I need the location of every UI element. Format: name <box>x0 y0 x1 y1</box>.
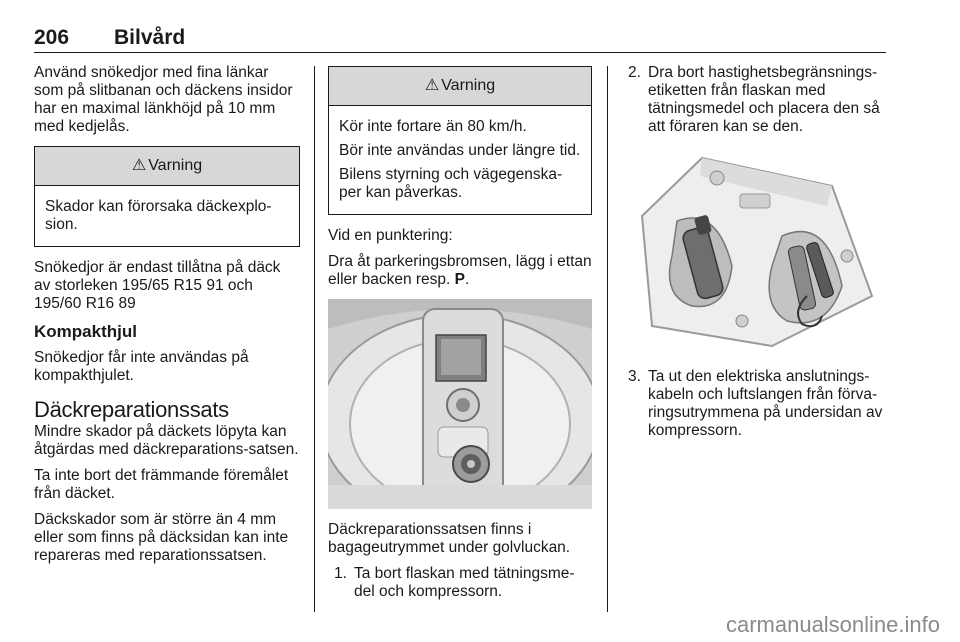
warning-line: Bilens styrning och vägegenska-per kan påverkas. <box>339 166 563 201</box>
section-title: Bilvård <box>114 26 186 49</box>
step-text: Dra bort hastighetsbegränsnings-etiketten från flaskan med tätningsmedel och placera den så att föraren kan se den. <box>648 64 880 135</box>
list-item <box>328 565 592 601</box>
warning-header <box>329 67 591 106</box>
step-text: Ta bort flaskan med tätningsme-del och kompressorn. <box>354 565 575 600</box>
warning-body <box>329 106 591 214</box>
compressor-kit-illustration <box>622 146 886 356</box>
page-header <box>34 26 886 53</box>
watermark: carmanualsonline.info <box>725 612 940 637</box>
column-right <box>622 64 888 446</box>
subheading-compact-wheel: Kompakthjul <box>34 322 137 341</box>
repair-paragraph-3: Däckskador som är större än 4 mm eller som finns på däcksidan kan inte repareras med reparationssatsen. <box>34 511 289 564</box>
steps-list <box>328 565 592 601</box>
warning-triangle-icon: ⚠ <box>131 157 147 174</box>
warning-line: Bör inte användas under längre tid. <box>339 142 581 159</box>
warning-box <box>34 146 300 247</box>
compact-wheel-paragraph: Snökedjor får inte användas på kompakthjulet. <box>34 349 249 384</box>
column-left <box>34 64 300 573</box>
puncture-paragraph: Vid en punktering: <box>328 227 453 244</box>
list-item <box>622 64 888 136</box>
repair-paragraph-2: Ta inte bort det främmande föremålet från däcket. <box>34 467 289 502</box>
parking-brake-suffix: . <box>465 271 470 288</box>
list-item <box>622 368 888 440</box>
warning-box <box>328 66 592 215</box>
trunk-spare-well-illustration <box>328 299 592 509</box>
steps-list <box>622 368 888 440</box>
column-divider <box>607 66 608 612</box>
step-number: 1. <box>334 565 347 582</box>
warning-text: Skador kan förorsaka däckexplo-sion. <box>45 198 272 233</box>
step-number: 3. <box>628 368 641 385</box>
tire-sizes-paragraph: Snökedjor är endast tillåtna på däck av storleken 195/65 R15 91 och 195/60 R16 89 <box>34 259 281 312</box>
parking-brake-text: Dra åt parkeringsbromsen, lägg i ettan eller backen resp. <box>328 253 592 288</box>
parking-brake-paragraph <box>328 253 592 289</box>
warning-body <box>35 186 299 246</box>
steps-list <box>622 64 888 136</box>
column-middle <box>328 64 592 607</box>
warning-line: Kör inte fortare än 80 km/h. <box>339 118 527 135</box>
step-number: 2. <box>628 64 641 81</box>
step-text: Ta ut den elektriska anslutnings-kabeln och luftslangen från förva-ringsutrymmena på undersidan av kompressorn. <box>648 368 883 439</box>
intro-paragraph: Använd snökedjor med fina länkar som på slitbanan och däckens insidor har en maximal länkhöjd på 10 mm med kedjelås. <box>34 64 293 135</box>
gear-p-label: P <box>454 271 465 288</box>
warning-triangle-icon: ⚠ <box>424 77 440 94</box>
warning-header <box>35 147 299 186</box>
column-divider <box>314 66 315 612</box>
section-heading-repair-kit: Däckreparationssats <box>34 397 229 422</box>
repair-paragraph-1: Mindre skador på däckets löpyta kan åtgärdas med däckreparations-satsen. <box>34 423 299 458</box>
page-number: 206 <box>34 26 70 49</box>
warning-title: Varning <box>148 157 203 174</box>
kit-location-paragraph: Däckreparationssatsen finns i bagageutrymmet under golvluckan. <box>328 521 571 556</box>
warning-title: Varning <box>441 77 496 94</box>
